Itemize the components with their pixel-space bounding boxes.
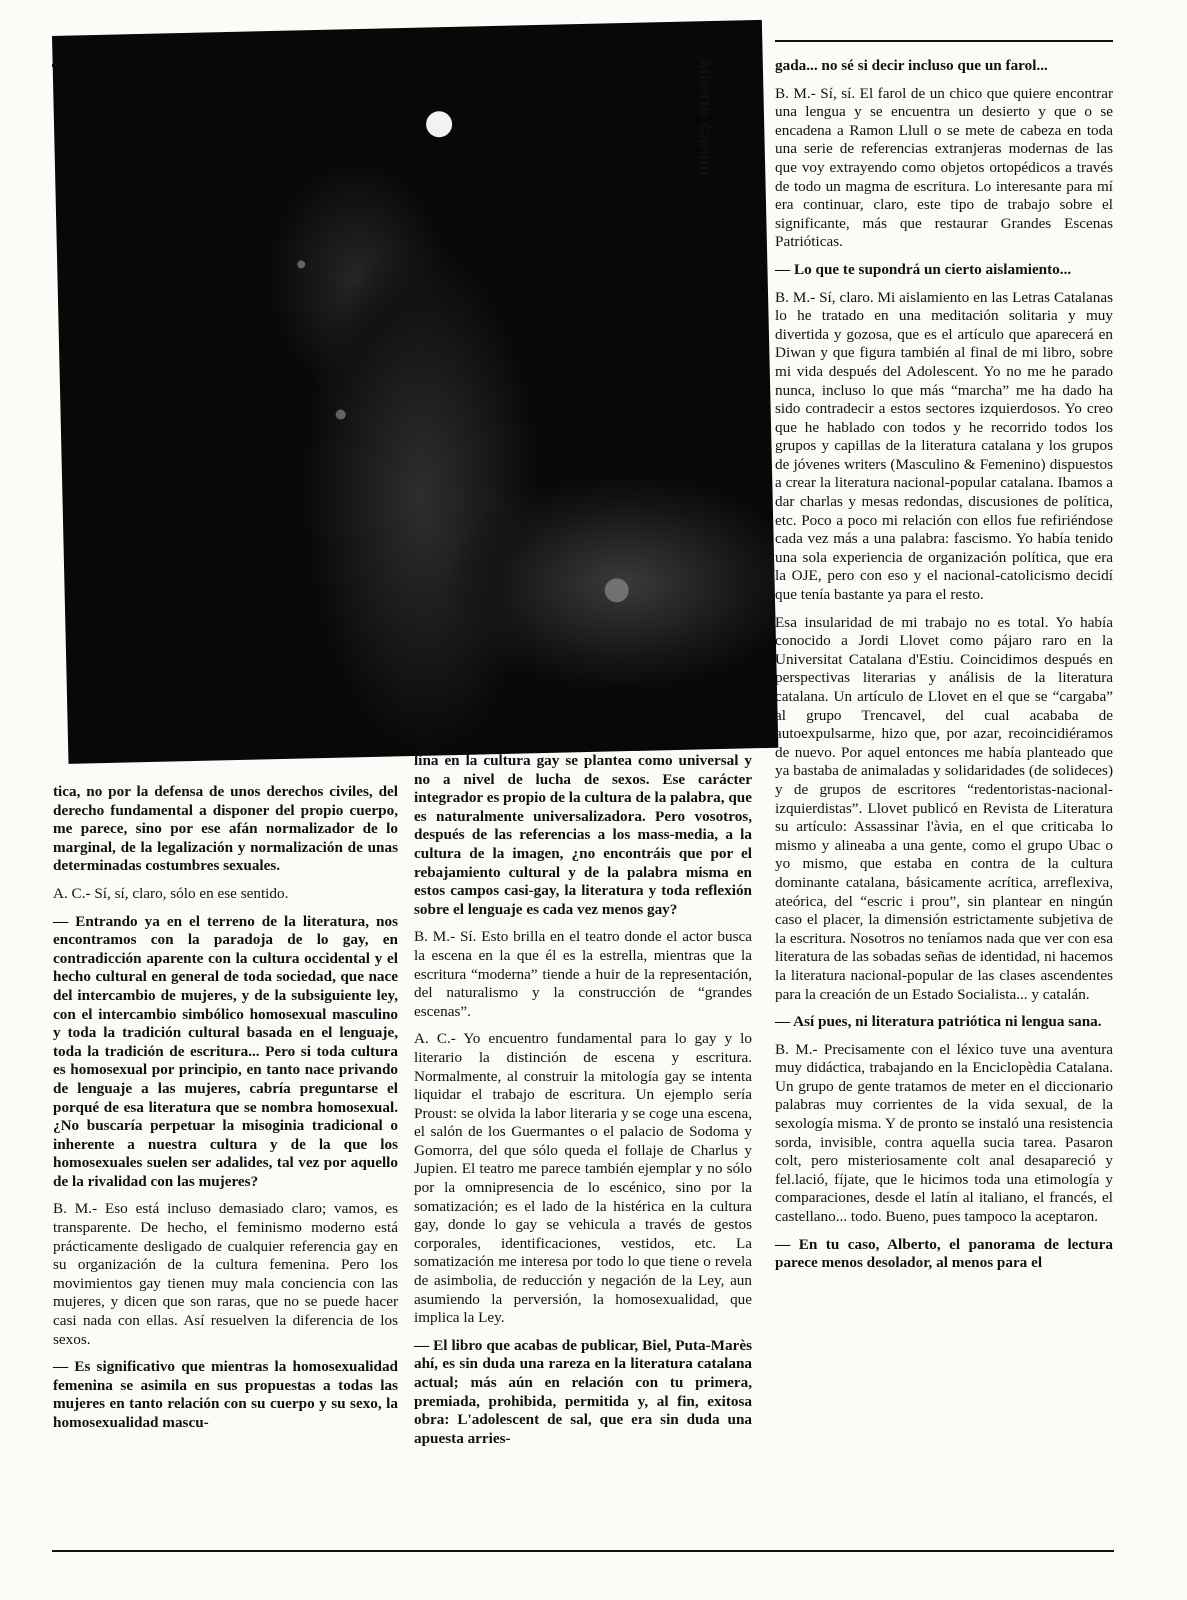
paragraph: — Entrando ya en el terreno de la literatura, nos encontramos con la paradoja de lo gay, en contradicción aparente con la cultura occidental y el hecho cultural en general de toda sociedad, que nace del intercambio de mujeres, y de la subsiguiente ley, con el intercambio simbólico homosexual masculino y toda la tradición cultural basada en el lenguaje, toda la tradición de escritura... Pero si toda cultura es homosexual por principio, en tanto nace privando de lenguaje a las mujeres, cabría preguntarse el porqué de esa literatura que se nombra homosexual. ¿No buscaría perpetuar la misoginia tradicional o inherente a nuestra cultura y de la que los homosexuales suelen ser adalides, tal vez por aquello de la rivalidad con las mujeres? [53, 912, 398, 1190]
paragraph: A. C.- Sí, sí, claro, sólo en ese sentido. [53, 884, 289, 902]
light-spot [426, 111, 453, 138]
paragraph: A. C.- Yo encuentro fundamental para lo gay y lo literario la distinción de escena y escritura. Normalmente, al construir la mitología gay se intenta liquidar el trabajo de escritura. Un ejemplo sería Proust: se olvida la labor literaria y se coge una escena, el salón de los Guermantes o el palacio de Sodoma y Gomorra, del que sólo queda el follaje de Charlus y Jupien. El teatro me parece también ejemplar y no sólo por la omnipresencia de lo escénico, sino por la somatización; es el lado de la histérica en la cultura gay, donde lo gay se vehicula a través de gestos corporales, identificaciones, vestidos, etc. La somatización me interesa por todo lo que tiene o revela de asimbolia, de reducción y negación de la Ley, aun asumiendo la perversión, la homosexualidad, que implica la Ley. [414, 1030, 752, 1327]
light-glint [336, 409, 346, 419]
light-glint [297, 260, 305, 268]
paragraph: B. M.- Sí, sí. El farol de un chico que quiere encontrar una lengua y se encuentra un desierto y que o se encadena a Ramon Llull o se mete de cabeza en toda una serie de referencias extranjeras modernas de las que voy extrayendo como objetos ortopédicos a través de todo un magma de escritura. Lo interesante para mí era continuar, claro, este tipo de trabajo sobre el significante, más que restaurar Grandes Escenas Patrióticas. [775, 84, 1113, 251]
column-3 [775, 57, 1113, 1282]
bottom-rule [52, 1550, 1114, 1552]
article-photo [52, 20, 778, 764]
paragraph: B. M.- Sí, claro. Mi aislamiento en las Letras Catalanas lo he tratado en una meditación solitaria y muy divertida y gozosa, que es el artículo que aparecerá en Diwan y que figura también al final de mi libro, sobre mi vida después del Adolescent. Yo no me he parado nunca, incluso lo que más “marcha” me ha dado ha sido contradecir a estos sectores izquierdosos. Yo creo que he hablado con todos y he recorrido todos los grupos y capillas de la literatura catalana y los grupos de jóvenes writers (Masculino & Femenino) dispuestos a crear la literatura nacional-popular catalana. Ibamos a dar charlas y mesas redondas, discusiones de política, etc. Poco a poco mi relación con ellos fue refiriéndose cada vez más a una palabra: fascismo. Yo había tenido una sola experiencia de organización política, que era la OJE, pero con eso y el nacional-catolicismo decidí que tenía bastante ya para el resto. [775, 288, 1113, 604]
paragraph: — Lo que te supondrá un cierto aislamiento... [775, 260, 1072, 278]
column-2 [414, 752, 752, 1457]
paragraph: gada... no sé si decir incluso que un farol... [775, 57, 1048, 74]
paragraph: — Así pues, ni literatura patriótica ni lengua sana. [775, 1013, 1102, 1031]
light-glint [604, 578, 629, 603]
top-rule-right [775, 40, 1113, 42]
column-1 [53, 783, 398, 1442]
photo-credit: Alberto Cardín [696, 58, 713, 177]
paragraph: B. M.- Eso está incluso demasiado claro; vamos, es transparente. De hecho, el feminismo moderno está prácticamente desligado de cualquier referencia gay en su organización de la cultura femenina. Pero los movimientos gay tienen muy mala conciencia con las mujeres, y dicen que son raras, que no se puede hacer casi nada con ellas. Así resuelven la diferencia de los sexos. [53, 1200, 398, 1348]
paragraph: — En tu caso, Alberto, el panorama de lectura parece menos desolador, al menos para el [775, 1235, 1113, 1272]
paragraph: — Es significativo que mientras la homosexualidad femenina se asimila en sus propuestas a todas las mujeres en tanto relación con su cuerpo y su sexo, la homosexualidad mascu- [53, 1358, 398, 1431]
paragraph: — El libro que acabas de publicar, Biel, Puta-Marès ahí, es sin duda una rareza en la literatura catalana actual; más aún en relación con tu primera, premiada, prohibida, permitida y, al fin, exitosa obra: L'adolescent de sal, que era sin duda una apuesta arries- [414, 1336, 752, 1447]
paragraph: lina en la cultura gay se plantea como universal y no a nivel de lucha de sexos. Ese carácter integrador es propio de la cultura de la palabra, que es naturalmente universalizadora. Pero vosotros, después de las referencias a los mass-media, a la cultura de la imagen, ¿no encontráis que por el rebajamiento cultural y de la palabra misma en estos campos casi-gay, la literatura y toda reflexión sobre el lenguaje es cada vez menos gay? [414, 752, 752, 918]
paragraph: B. M.- Sí. Esto brilla en el teatro donde el actor busca la escena en la que él es la estrella, mientras que la escritura “moderna” tiende a huir de la representación, del naturalismo y la construcción de “grandes escenas”. [414, 928, 752, 1020]
paragraph: Esa insularidad de mi trabajo no es total. Yo había conocido a Jordi Llovet como pájaro raro en la Universitat Catalana d'Estiu. Coincidimos después en perspectivas literarias y análisis de la literatura catalana. Un artículo de Llovet en el que se “cargaba” al grupo Trencavel, del cual acababa de autoexpulsarme, hizo que, por azar, recoincidiéramos de nuevo. Por aquel entonces me había planteado que ya bastaba de animaladas y solidaridades (de solideces) y de grupos de escritores “redentoristas-nacional-izquierdistas”. Llovet publicó en Revista de Literatura su artículo: Assassinar l'àvia, en el que criticaba lo mismo y alineaba a una gente, como el grupo Ubac o yo mismo, que estaba en contra de la cultura dominante catalana, básicamente acrítica, arreflexiva, ateórica, del “escric i prou”, sin plantear en ningún caso el placer, la dimensión estrictamente subjetiva de la escritura. Nosotros no teníamos nada que ver con esa literatura de las sobadas señas de identidad, ni hacemos la literatura nacional-popular de las clases ascendentes para la creación de un Estado Socialista... y catalán. [775, 613, 1113, 1003]
paragraph: tica, no por la defensa de unos derechos civiles, del derecho fundamental a disponer del propio cuerpo, me parece, sino por ese afán normalizador de lo marginal, de la legalización y normalización de unas determinadas costumbres sexuales. [53, 783, 398, 875]
paragraph: B. M.- Precisamente con el léxico tuve una aventura muy didáctica, trabajando en la Enciclopèdia Catalana. Un grupo de gente tratamos de meter en el diccionario palabras muy corrientes de la vida sexual, de la sexología misma. Y de pronto se instaló una resistencia sorda, invisible, contra aquella sucia tarea. Pasaron colt, pero misteriosamente colt anal desapareció y fel.lació, fíjate, que le hicimos toda una etimología y comparaciones, desde el latín al italiano, el francés, el castellano... todo. Bueno, pues tampoco la aceptaron. [775, 1040, 1113, 1226]
